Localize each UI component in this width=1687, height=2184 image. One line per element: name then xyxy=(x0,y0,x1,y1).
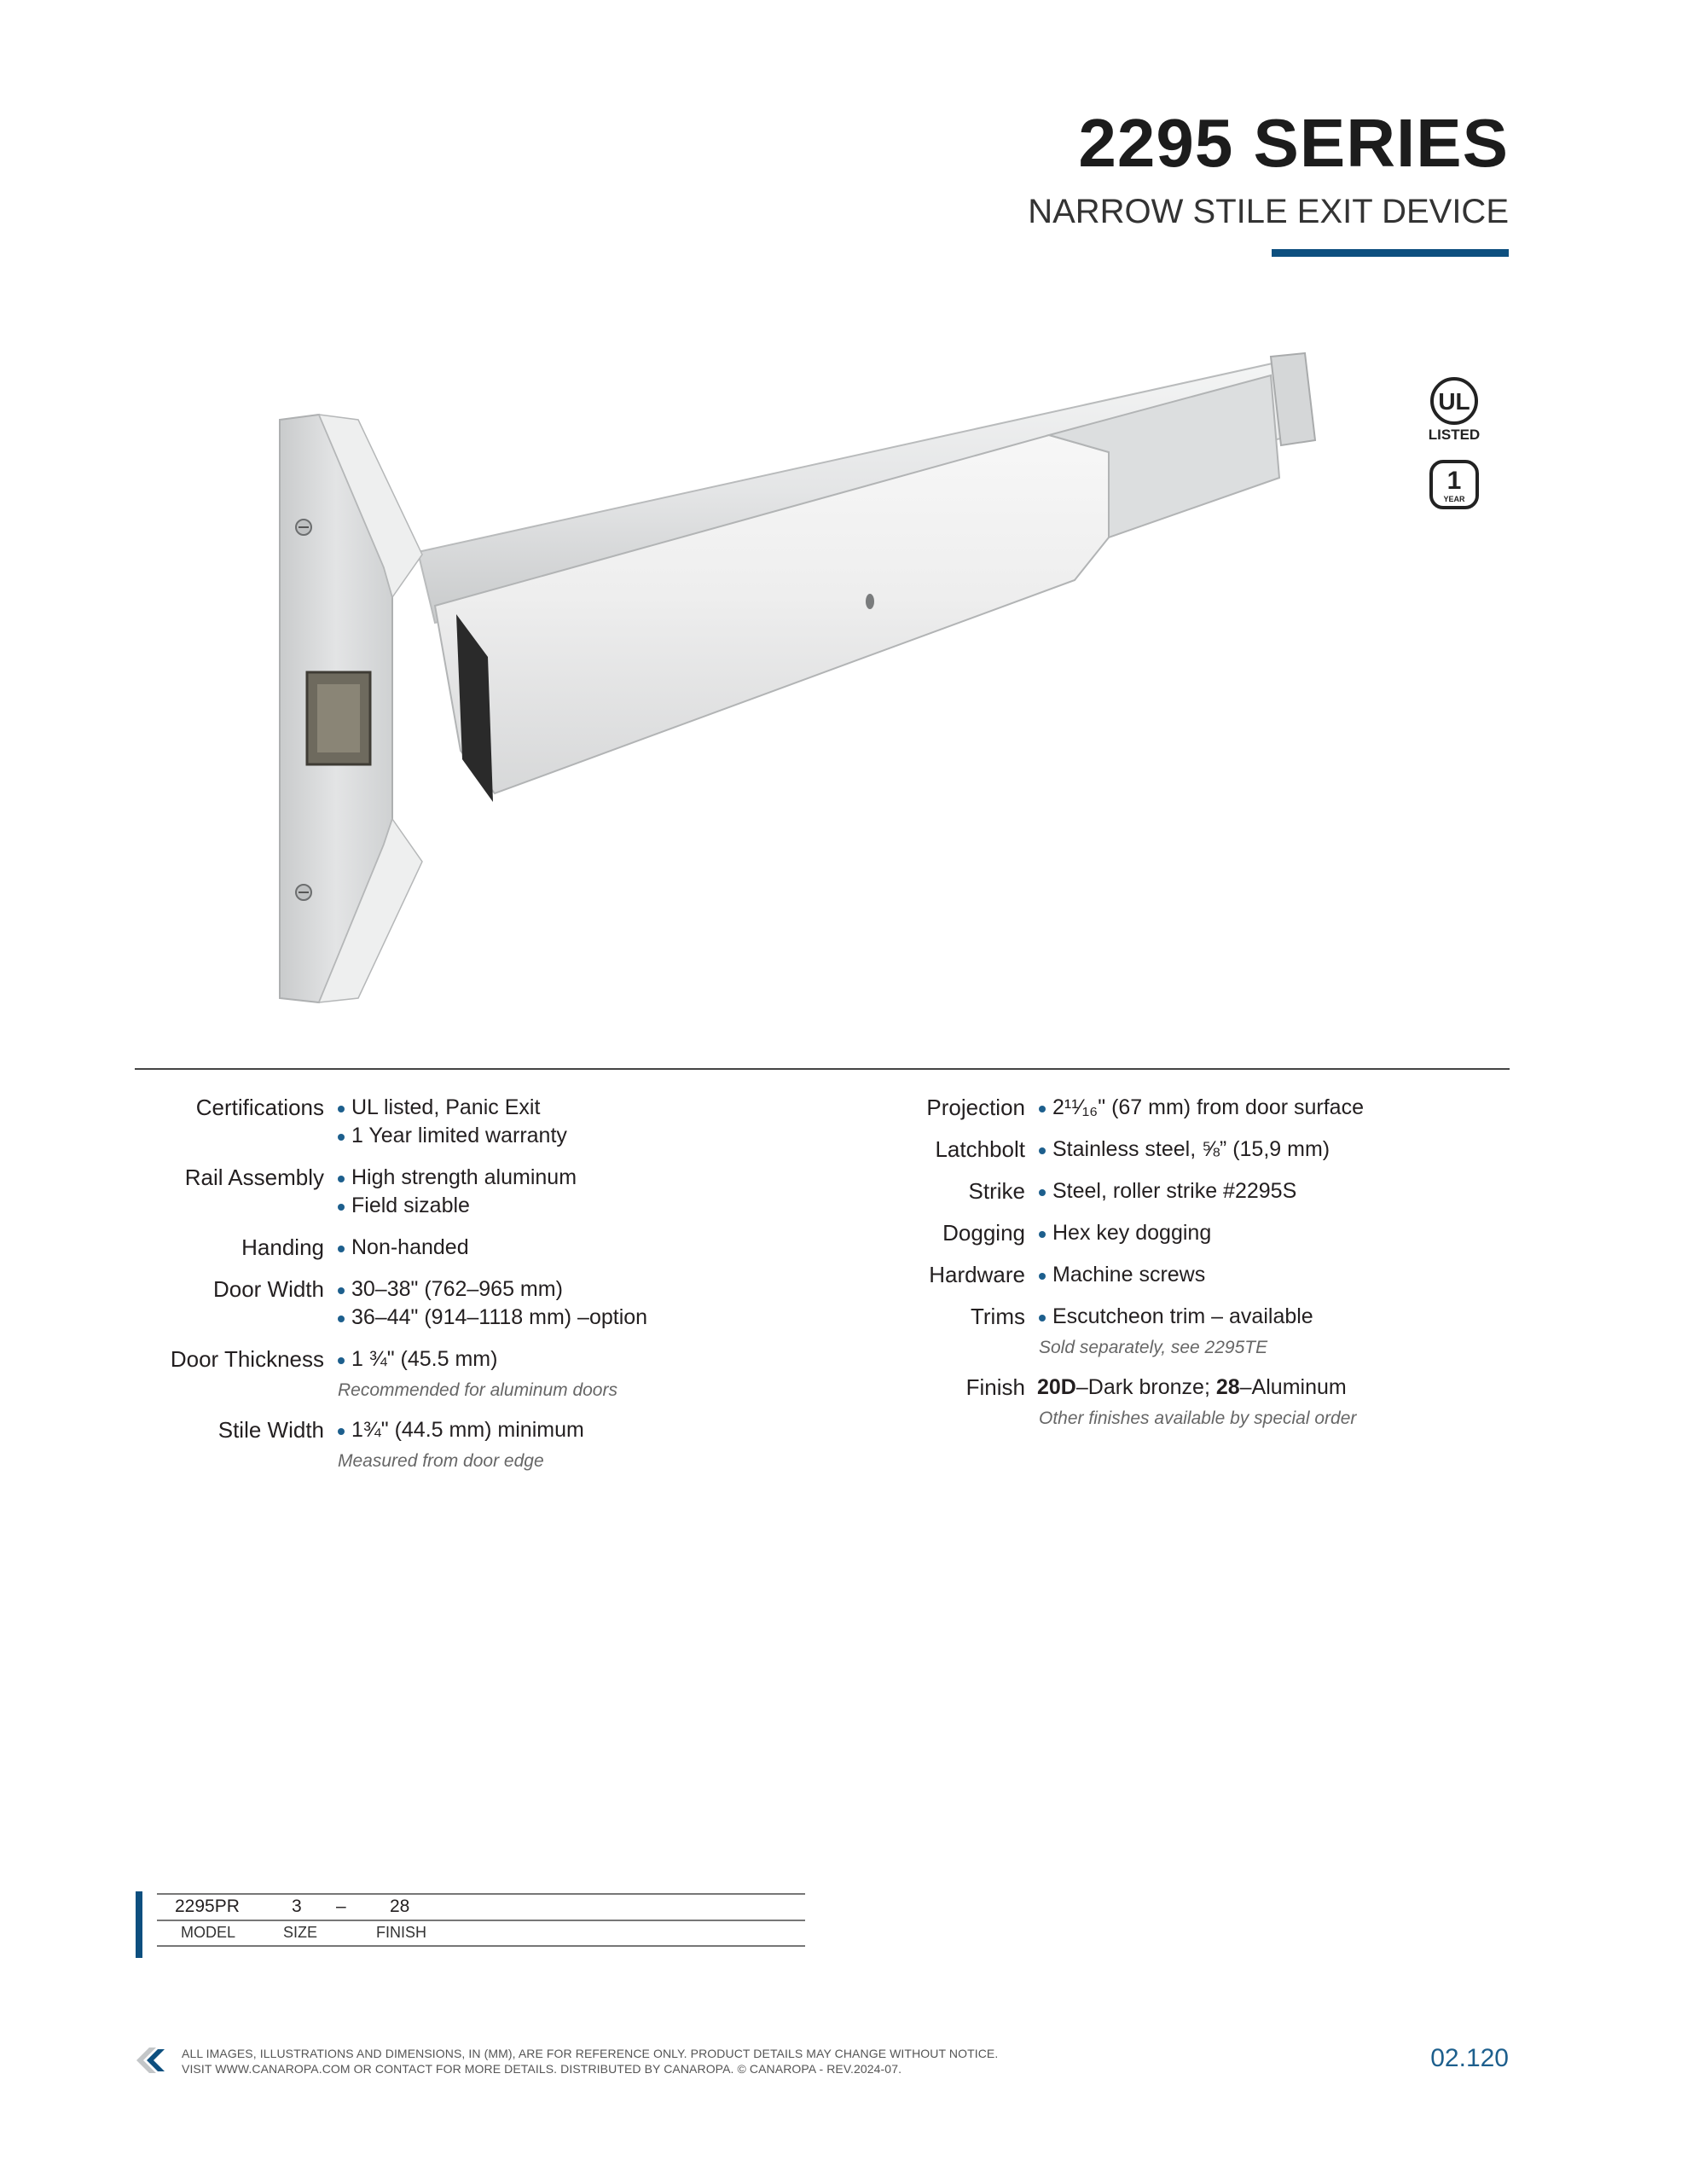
order-separator: – xyxy=(336,1896,346,1916)
spec-row-door-thickness xyxy=(128,1345,725,1403)
spec-row-hardware xyxy=(853,1261,1450,1289)
spec-row-handing xyxy=(128,1234,725,1262)
spec-label: Strike xyxy=(968,1178,1025,1204)
section-divider xyxy=(135,1068,1510,1070)
specs-left-column xyxy=(128,1094,725,1487)
spec-label: Latchbolt xyxy=(935,1136,1025,1162)
page-number: 02.120 xyxy=(1430,2044,1509,2072)
order-size-label: SIZE xyxy=(283,1924,318,1941)
spec-item: Stainless steel, ⅝” (15,9 mm) xyxy=(1037,1136,1450,1164)
ul-listed-label: LISTED xyxy=(1428,427,1481,443)
spec-label: Stile Width xyxy=(217,1417,324,1443)
spec-row-projection xyxy=(853,1094,1450,1122)
spec-label: Hardware xyxy=(929,1262,1025,1287)
spec-item: Hex key dogging xyxy=(1037,1219,1450,1247)
spec-label: Door Thickness xyxy=(170,1346,324,1372)
series-subtitle: NARROW STILE EXIT DEVICE xyxy=(1028,193,1509,230)
spec-note: Other finishes available by special order xyxy=(1039,1409,1357,1428)
spec-label: Handing xyxy=(241,1234,324,1260)
spec-note: Sold separately, see 2295TE xyxy=(1039,1338,1268,1357)
canaropa-logo-icon xyxy=(135,2044,167,2077)
warranty-label: YEAR xyxy=(1443,495,1465,503)
title-underline xyxy=(1272,249,1509,257)
spec-note: Measured from door edge xyxy=(338,1451,544,1471)
spec-row-trims xyxy=(853,1303,1450,1360)
finish-code-aluminum: 28 xyxy=(1215,1375,1240,1399)
order-model-value: 2295PR xyxy=(175,1896,240,1916)
finish-options xyxy=(1037,1374,1450,1402)
spec-label: Projection xyxy=(926,1095,1025,1120)
footer-line-1: ALL IMAGES, ILLUSTRATIONS AND DIMENSIONS, IN (MM), ARE FOR REFERENCE ONLY. PRODUCT DETAILS MAY CHANGE WITHOUT NOTICE. xyxy=(182,2047,999,2060)
spec-row-dogging xyxy=(853,1219,1450,1247)
spec-row-certifications xyxy=(128,1094,725,1150)
ordering-rule-top xyxy=(157,1893,805,1895)
ordering-rule-middle xyxy=(157,1920,805,1921)
specs-right-column xyxy=(853,1094,1450,1444)
spec-item: Steel, roller strike #2295S xyxy=(1037,1177,1450,1205)
spec-item: UL listed, Panic Exit xyxy=(336,1094,725,1122)
spec-item: Field sizable xyxy=(336,1192,725,1220)
order-finish-label: FINISH xyxy=(376,1924,427,1941)
spec-item: 30–38" (762–965 mm) xyxy=(336,1275,725,1304)
spec-item: 1 ¾" (45.5 mm) xyxy=(336,1345,725,1374)
series-title: 2295 SERIES xyxy=(1078,105,1509,181)
one-year-warranty-icon xyxy=(1423,458,1486,511)
spec-label: Finish xyxy=(965,1374,1025,1400)
warranty-number: 1 xyxy=(1446,467,1462,495)
spec-row-stile-width xyxy=(128,1416,725,1473)
spec-label: Door Width xyxy=(212,1276,324,1302)
spec-row-rail-assembly xyxy=(128,1164,725,1220)
ordering-accent-bar xyxy=(136,1891,142,1958)
spec-item: 2¹¹⁄₁₆" (67 mm) from door surface xyxy=(1037,1094,1450,1122)
spec-label: Rail Assembly xyxy=(184,1165,324,1190)
spec-label: Certifications xyxy=(195,1095,324,1120)
exit-device-image xyxy=(264,341,1339,1007)
ordering-rule-bottom xyxy=(157,1945,805,1947)
order-model-label: MODEL xyxy=(181,1924,236,1941)
spec-label: Trims xyxy=(970,1304,1025,1329)
order-size-value: 3 xyxy=(292,1896,302,1916)
finish-desc-dark-bronze: –Dark bronze; xyxy=(1075,1375,1216,1399)
spec-item: Non-handed xyxy=(336,1234,725,1262)
ul-mark: UL xyxy=(1438,388,1470,415)
spec-row-door-width xyxy=(128,1275,725,1332)
finish-desc-aluminum: –Aluminum xyxy=(1239,1375,1347,1399)
footer-line-2: VISIT WWW.CANAROPA.COM OR CONTACT FOR MORE DETAILS. DISTRIBUTED BY CANAROPA. © CANAROPA - REV.2024-07. xyxy=(182,2062,902,2076)
spec-note: Recommended for aluminum doors xyxy=(338,1380,617,1400)
order-finish-value: 28 xyxy=(390,1896,410,1916)
finish-code-dark-bronze: 20D xyxy=(1037,1375,1076,1399)
spec-row-finish xyxy=(853,1374,1450,1431)
spec-item: 1¾" (44.5 mm) minimum xyxy=(336,1416,725,1444)
spec-row-latchbolt xyxy=(853,1136,1450,1164)
spec-item: Escutcheon trim – available xyxy=(1037,1303,1450,1331)
spec-row-strike xyxy=(853,1177,1450,1205)
spec-item: 1 Year limited warranty xyxy=(336,1122,725,1150)
spec-item: 36–44" (914–1118 mm) –option xyxy=(336,1304,725,1332)
footer-disclaimer xyxy=(182,2046,998,2077)
spec-label: Dogging xyxy=(942,1220,1025,1246)
spec-item: High strength aluminum xyxy=(336,1164,725,1192)
spec-item: Machine screws xyxy=(1037,1261,1450,1289)
